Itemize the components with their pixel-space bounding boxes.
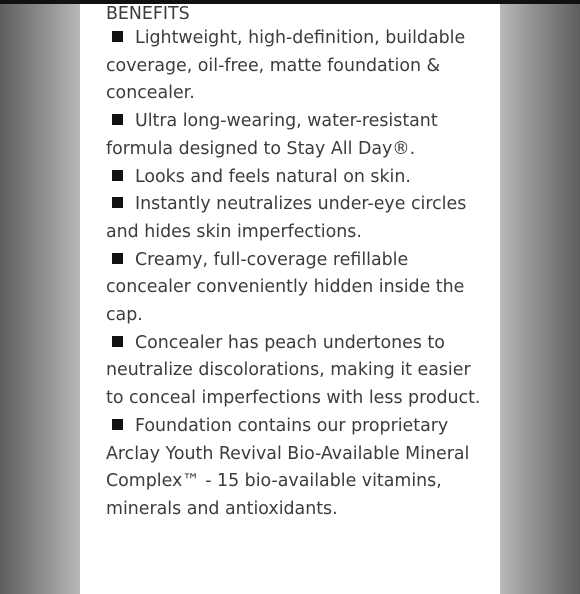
benefits-content [106,4,486,524]
list-item [106,164,486,192]
benefit-text: Foundation contains our proprietary Arclay Youth Revival Bio-Available Mineral Complex™ - 15 bio-available vitamins, minerals and antioxidants. [106,415,470,519]
black-square-icon [112,197,123,208]
benefit-text: Ultra long-wearing, water-resistant formula designed to Stay All Day®. [106,111,438,159]
benefit-text: Lightweight, high-definition, buildable coverage, oil-free, matte foundation & concealer. [106,28,466,104]
black-square-icon [112,419,123,430]
list-item [106,191,486,246]
product-description-panel[interactable] [80,4,500,594]
black-square-icon [112,170,123,181]
benefit-text: Looks and feels natural on skin. [135,166,411,187]
black-square-icon [112,31,123,42]
black-square-icon [112,253,123,264]
list-item [106,413,486,524]
section-heading: BENEFITS [106,4,190,24]
benefit-text: Instantly neutralizes under-eye circles and hides skin imperfections. [106,194,467,242]
benefits-list [106,25,486,524]
black-square-icon [112,114,123,125]
black-square-icon [112,336,123,347]
benefit-text: Concealer has peach undertones to neutralize discolorations, making it easier to conceal imperfections with less product. [106,332,481,409]
list-item [106,25,486,108]
list-item [106,330,486,413]
list-item [106,108,486,163]
list-item [106,247,486,330]
benefit-text: Creamy, full-coverage refillable concealer conveniently hidden inside the cap. [106,249,465,326]
